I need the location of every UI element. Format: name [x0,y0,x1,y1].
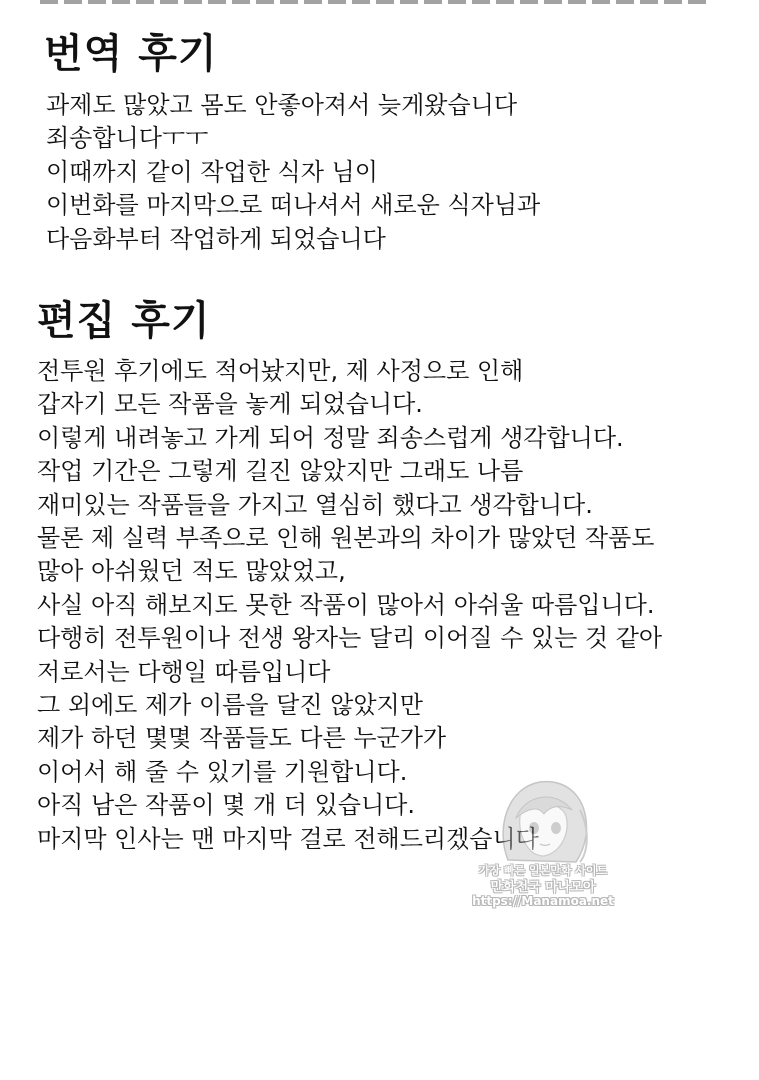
editor-note-line: 마지막 인사는 맨 마지막 걸로 전해드리겠습니다 [37,824,539,853]
translator-notes-section [44,30,540,256]
mascot-girl-icon [468,770,618,865]
editor-notes-title: 편집 후기 [37,298,211,344]
editor-note-line: 전투원 후기에도 적어놨지만, 제 사정으로 인해 [37,357,524,385]
editor-note-line: 이어서 해 줄 수 있기를 기원합니다. [37,757,408,786]
editor-note-line: 아직 남은 작품이 몇 개 더 있습니다. [37,791,415,820]
translator-note-line: 죄송합니다ㅜㅜ [46,124,209,153]
editor-note-line: 사실 아직 해보지도 못한 작품이 많아서 아쉬울 따름입니다. [37,590,655,619]
editor-note-line: 제가 하던 몇몇 작품들도 다른 누군가가 [37,724,447,753]
translator-note-line: 이때까지 같이 작업한 식자 님이 [46,157,378,186]
translator-note-line: 과제도 많았고 몸도 안좋아져서 늦게왔습니다 [46,91,518,119]
watermark-tagline: 가장 빠른 일본만화 사이트 [478,864,608,877]
watermark-site-name: 만화천국 마나모아 [490,880,596,895]
editor-note-line: 많아 아쉬웠던 적도 많았었고, [37,557,346,586]
translator-notes-title: 번역 후기 [44,31,218,77]
editor-note-line: 그 외에도 제가 이름을 달진 않았지만 [37,691,423,720]
translator-note-line: 이번화를 마지막으로 떠나셔서 새로운 식자님과 [46,191,541,220]
editor-note-line: 작업 기간은 그렇게 길진 않았지만 그래도 나름 [37,457,524,486]
top-edge-strip [40,0,710,4]
translator-notes-body [46,89,540,256]
site-watermark [468,770,618,915]
editor-note-line: 저로서는 다행일 따름입니다 [37,657,331,686]
editor-note-line: 재미있는 작품들을 가지고 열심히 했다고 생각합니다. [37,490,593,519]
watermark-url: https://Manamoa.net [472,894,614,908]
editor-note-line: 이렇게 내려놓고 가게 되어 정말 죄송스럽게 생각합니다. [37,423,624,452]
editor-note-line: 다행히 전투원이나 전생 왕자는 달리 이어질 수 있는 것 같아 [37,624,663,653]
editor-note-line: 갑자기 모든 작품을 놓게 되었습니다. [37,390,423,419]
translator-note-line: 다음화부터 작업하게 되었습니다 [46,224,386,253]
editor-note-line: 물론 제 실력 부족으로 인해 원본과의 차이가 많았던 작품도 [37,524,655,553]
